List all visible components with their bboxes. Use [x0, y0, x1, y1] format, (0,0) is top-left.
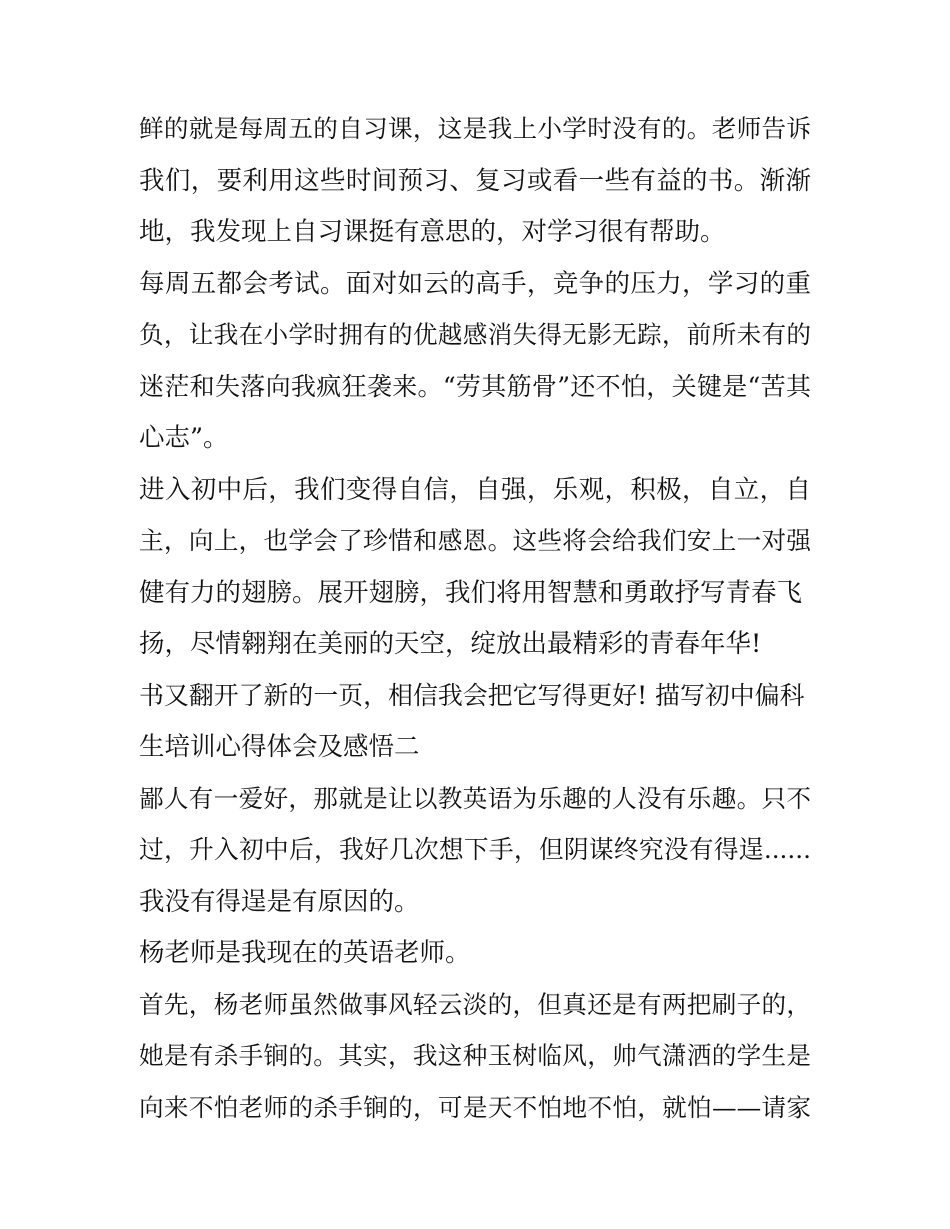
text-line-5: 负，让我在小学时拥有的优越感消失得无影无踪，前所未有的 [139, 320, 811, 349]
text-line-2: 我们，要利用这些时间预习、复习或看一些有益的书。渐渐 [139, 165, 811, 196]
text-line-8: 进入初中后，我们变得自信，自强，乐观，积极，自立，自 [139, 474, 811, 505]
text-line-17: 杨老师是我现在的英语老师。 [139, 938, 471, 968]
text-line-3: 地，我发现上自习课挺有意思的，对学习很有帮助。 [139, 217, 726, 247]
document-body [139, 108, 811, 1138]
text-line-1: 鲜的就是每周五的自习课，这是我上小学时没有的。老师告诉 [139, 114, 811, 143]
text-line-14: 鄙人有一爱好，那就是让以教英语为乐趣的人没有乐趣。只不 [139, 783, 811, 813]
text-line-18: 首先，杨老师虽然做事风轻云淡的，但真还是有两把刷子的， [139, 989, 811, 1019]
text-line-15: 过，升入初中后，我好几次想下手，但阴谋终究没有得逞...... [139, 835, 811, 864]
text-line-20: 向来不怕老师的杀手锏的，可是天不怕地不怕，就怕——请家 [139, 1092, 811, 1122]
text-line-10: 健有力的翅膀。展开翅膀，我们将用智慧和勇敢抒写青春飞 [139, 577, 803, 608]
text-line-11: 扬，尽情翱翔在美丽的天空，绽放出最精彩的青春年华! [139, 629, 762, 659]
text-line-16: 我没有得逞是有原因的。 [139, 886, 420, 917]
text-line-19: 她是有杀手锏的。其实，我这种玉树临风，帅气潇洒的学生是 [139, 1041, 811, 1070]
text-line-4: 每周五都会考试。面对如云的高手，竞争的压力，学习的重 [139, 268, 811, 299]
text-line-12: 书又翻开了新的一页，相信我会把它写得更好! 描写初中偏科 [139, 680, 805, 710]
text-line-9: 主，向上，也学会了珍惜和感恩。这些将会给我们安上一对强 [139, 526, 811, 555]
text-line-7: 心志”。 [139, 423, 229, 453]
text-line-6: 迷茫和失落向我疯狂袭来。“劳其筋骨”还不怕，关键是“苦其 [139, 371, 811, 401]
text-line-13: 生培训心得体会及感悟二 [139, 732, 420, 762]
